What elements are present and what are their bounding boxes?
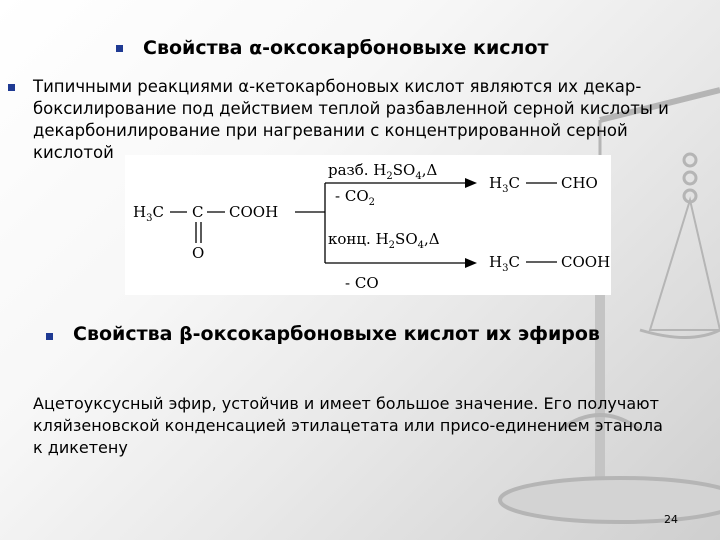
reactant-h3c: $H_3C$ bbox=[133, 203, 164, 224]
paragraph-acetoacetic-ester: Ацетоуксусный эфир, устойчив и имеет большое значение. Его получают кляйзеновской конденсацией этилацетата или присо-единением этанола к дикетену bbox=[33, 394, 663, 457]
top-product-group: CHO bbox=[561, 174, 598, 192]
square-bullet-icon bbox=[116, 45, 123, 52]
reactant-cooh: COOH bbox=[229, 203, 279, 221]
bottom-condition: конц. $H_2SO_4,\Delta$ bbox=[328, 230, 440, 251]
top-product: $H_3C$ bbox=[489, 174, 520, 195]
arrow-head-icon bbox=[465, 258, 477, 268]
heading-beta-oxo-acids: Свойства β-оксокарбоновыхе кислот их эфиров bbox=[73, 323, 600, 345]
arrow-head-icon bbox=[465, 178, 477, 188]
heading-alpha-oxo-acids: Свойства α-оксокарбоновыхе кислот bbox=[143, 37, 549, 59]
paragraph-alpha-reactions: Типичными реакциями α-кетокарбоновых кислот являются их декар- боксилирование под действием теплой разбавленной серной кислоты и декарбонилирование при нагревании с концентрированной серной кислотой bbox=[33, 77, 669, 162]
square-bullet-icon bbox=[8, 84, 15, 91]
page-number: 24 bbox=[664, 513, 678, 526]
bottom-product-group: COOH bbox=[561, 253, 611, 271]
top-condition: разб. $H_2SO_4,\Delta$ bbox=[328, 161, 438, 182]
top-loss: - $CO_2$ bbox=[335, 187, 375, 208]
reaction-scheme bbox=[125, 155, 611, 295]
reactant-carbonyl-c: C bbox=[192, 203, 204, 221]
reactant-oxygen: O bbox=[192, 244, 205, 262]
bottom-loss: - CO bbox=[345, 274, 379, 292]
bottom-product: $H_3C$ bbox=[489, 253, 520, 274]
square-bullet-icon bbox=[46, 333, 53, 340]
